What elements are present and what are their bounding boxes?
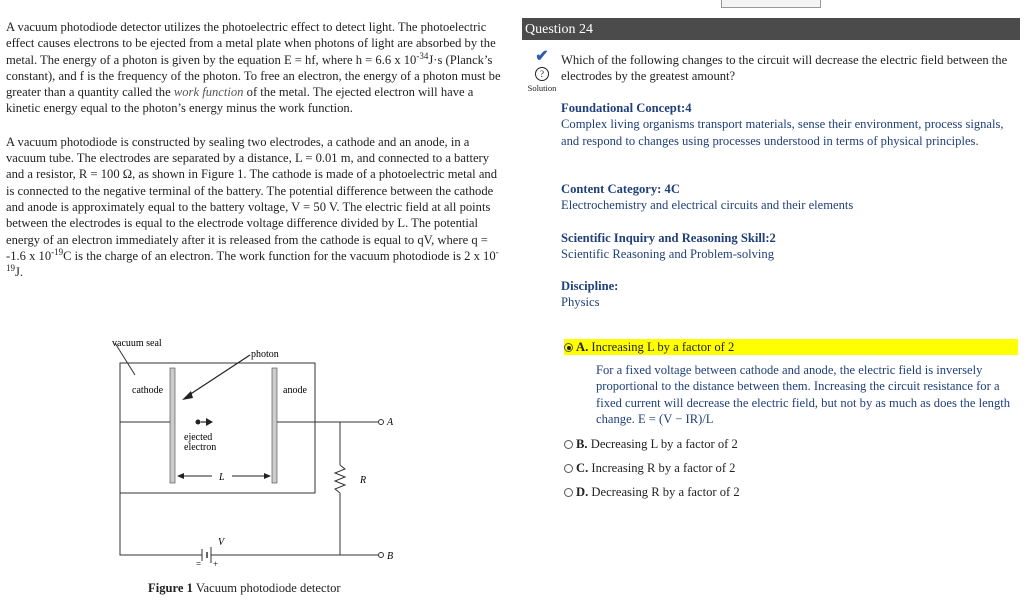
top-edge-button[interactable] — [721, 0, 821, 8]
anode-plate — [272, 368, 277, 483]
answer-option-d[interactable]: D. Decreasing R by a factor of 2 — [564, 484, 740, 500]
passage-paragraph-2: A vacuum photodiode is constructed by sealing two electrodes, a cathode and an anode, in a vacuum tube. The electrodes are separated by a distance, L = 0.01 m, and connected to a battery and a resistor, R = 100 Ω, as shown in Figure 1. The cathode is made of a photoelectric metal and is connected to the negative terminal of the battery. The potential difference between the cathode and anode is approximately equal to the battery voltage, V = 50 V. The electric field at all points between the electrodes is equal to the electrode voltage difference divided by L. The potential energy of an electron immediately after it is released from the cathode is equal to qV, where q = -1.6 x $10^{-19}C$ is the charge of an electron. The work function for the vacuum photodiode is 2 x $10^{-19}J$. — [6, 134, 499, 280]
ejected-label: ejected — [184, 432, 213, 443]
answer-explanation: For a fixed voltage between cathode and anode, the electric field is inversely proportional to the distance between them. Increasing the circuit resistance for a fixed current will decrease the electric field, but not by as much as does the length change. E = (V − IR)/L — [596, 363, 1011, 426]
svg-text:+: + — [213, 559, 219, 569]
solution-button[interactable] — [523, 50, 561, 93]
resistor — [335, 465, 345, 493]
answer-option-b[interactable]: B. Decreasing L by a factor of 2 — [564, 436, 738, 452]
answer-option-c[interactable]: C. Increasing R by a factor of 2 — [564, 460, 735, 476]
battery-V-label: V — [218, 537, 225, 548]
radio-button[interactable] — [564, 464, 573, 473]
question-text: Which of the following changes to the circuit will decrease the electric field between the electrodes by the greatest amount? — [561, 53, 1008, 84]
foundational-concept: Foundational Concept:4 Complex living organisms transport materials, sense their environment, process signals, and respond to changes using processes understood in terms of physical principles. — [561, 101, 1004, 148]
terminal-B-label: B — [387, 551, 394, 562]
discipline: Discipline: Physics — [561, 279, 619, 310]
terminal-B — [379, 553, 384, 558]
electron-dot — [196, 420, 201, 425]
question-header: Question 24 — [522, 18, 1020, 40]
radio-button[interactable] — [564, 488, 573, 497]
photon-label: photon — [251, 349, 279, 360]
content-category: Content Category: 4C Electrochemistry and electrical circuits and their elements — [561, 182, 854, 213]
photon-arrow — [186, 355, 250, 397]
vacuum-seal-label: vacuum seal — [112, 338, 162, 349]
work-function-term: work function — [173, 85, 244, 100]
radio-button-selected[interactable] — [564, 343, 573, 352]
cathode-label: cathode — [132, 385, 164, 396]
radio-button[interactable] — [564, 440, 573, 449]
solution-label: Solution — [527, 83, 557, 93]
cathode-plate — [170, 368, 175, 483]
svg-text:=: = — [196, 559, 202, 569]
help-icon: ? — [535, 67, 549, 81]
electron-label: electron — [184, 442, 217, 453]
passage-paragraph-1: A vacuum photodiode detector utilizes the photoelectric effect to detect light. The photoelectric effect causes electrons to be ejected from a metal plate when photons of light are absorbed by the metal. The energy of a photon is given by the equation E = hf, where h = 6.6 x $10^{-34}J\cdot s$ (Planck’s constant), and f is the frequency of the photon. To free an electron, the energy of a photon must be greater than a quantity called the work function of the metal. The ejected electron will have a kinetic energy equal to the photon’s energy minus the work function. — [6, 20, 501, 116]
answer-option-a[interactable]: A. Increasing L by a factor of 2 — [564, 339, 1018, 355]
vacuum-tube — [120, 363, 315, 493]
resistor-R-label: R — [360, 475, 367, 486]
passage — [6, 19, 506, 297]
anode-label: anode — [283, 385, 307, 396]
scientific-inquiry-skill: Scientific Inquiry and Reasoning Skill:2 Scientific Reasoning and Problem-solving — [561, 231, 776, 262]
checkmark-icon: ✔ — [535, 48, 549, 65]
terminal-A-label: A — [387, 417, 394, 428]
distance-L-label: L — [219, 472, 225, 483]
terminal-A — [379, 420, 384, 425]
figure-caption: Figure 1 Vacuum photodiode detector — [148, 581, 341, 595]
photodiode-circuit-diagram — [100, 333, 420, 573]
